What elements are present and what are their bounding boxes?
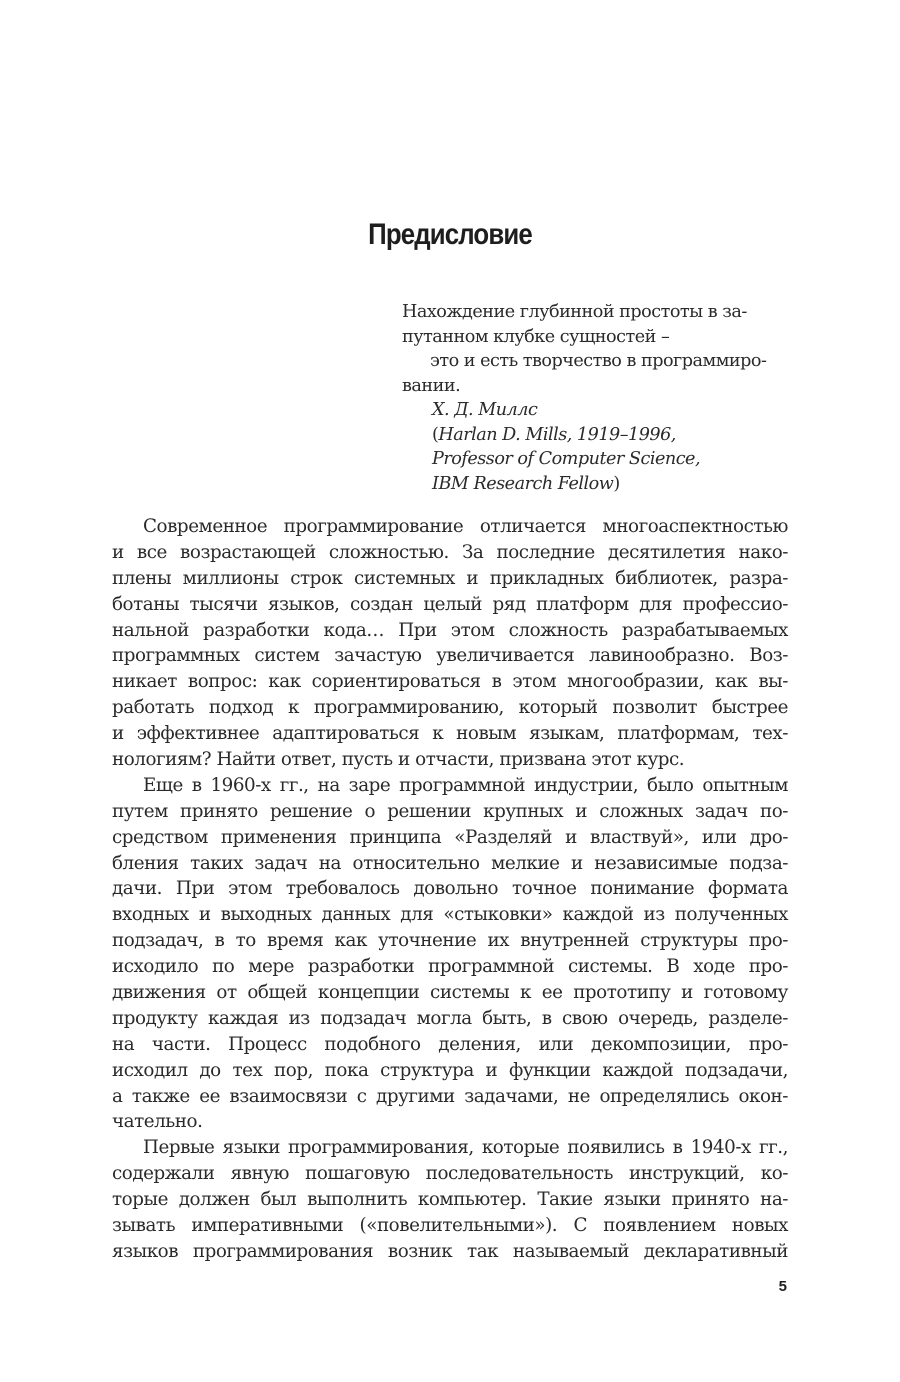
body-text [112, 514, 788, 1265]
page-number: 5 [778, 1278, 787, 1295]
text-line: дачи. При этом требовалось довольно точное понимание формата [112, 878, 788, 900]
text-line: плены миллионы строк системных и прикладных библиотек, разра- [112, 567, 788, 589]
text-line: Современное программирование отличается многоаспектностью [143, 516, 788, 537]
text-line: исходило по мере разработки программной системы. В ходе про- [112, 956, 788, 978]
text-line: и эффективнее адаптироваться к новым языкам, платформам, тех- [112, 723, 788, 745]
text-line: путем принято решение о решении крупных и сложных задач по- [112, 800, 788, 822]
text-line: содержали явную пошаговую последовательность инструкций, ко- [112, 1163, 788, 1185]
text-line: чательно. [112, 1111, 203, 1133]
paragraph [112, 773, 788, 1135]
text-line: языков программирования возник так называемый декларативный [112, 1240, 788, 1262]
attribution-affiliation: IBM Research Fellow [432, 473, 614, 494]
text-line: Первые языки программирования, которые появились в 1940-х гг., [143, 1137, 788, 1159]
text-line: бления таких задач на относительно мелкие и независимые подза- [112, 852, 788, 874]
epigraph-line: это и есть творчество в программиро- [430, 351, 767, 371]
text-line: нальной разработки кода… При этом сложность разрабатываемых [112, 619, 788, 641]
epigraph-attribution-line: Professor of Computer Science, [432, 449, 701, 469]
close-paren: ) [613, 473, 620, 494]
epigraph-attribution-line [402, 472, 802, 497]
epigraph [402, 300, 802, 496]
text-line: никает вопрос: как сориентироваться в этом многообразии, как вы- [112, 671, 788, 693]
text-line: работать подход к программированию, который позволит быстрее [112, 697, 788, 719]
epigraph-line: вании. [402, 375, 461, 396]
text-line: ботаны тысячи языков, создан целый ряд платформ для профессио- [112, 593, 788, 615]
text-line: подзадач, в то время как уточнение их внутренней структуры про- [112, 930, 788, 952]
text-line: средством применения принципа «Разделяй и властвуй», или дро- [112, 826, 788, 848]
paragraph [112, 1135, 788, 1264]
text-line: торые должен был выполнить компьютер. Такие языки принято на- [112, 1189, 788, 1211]
epigraph-attribution-line [402, 423, 802, 448]
text-line: исходил до тех пор, пока структура и функции каждой подзадачи, [112, 1059, 788, 1081]
epigraph-author: Х. Д. Миллс [432, 400, 538, 420]
epigraph-line: путанном клубке сущностей – [402, 326, 670, 347]
page-title: Предисловие [368, 218, 532, 251]
text-line: продукту каждая из подзадач могла быть, в свою очередь, разделе- [112, 1007, 788, 1029]
attribution-name: Harlan D. Mills, 1919–1996, [438, 424, 676, 445]
text-line: нологиям? Найти ответ, пусть и отчасти, призвана этот курс. [112, 749, 685, 771]
text-line: входных и выходных данных для «стыковки» каждой из полученных [112, 904, 788, 926]
epigraph-line: Нахождение глубинной простоты в за- [402, 302, 747, 322]
text-line: на части. Процесс подобного деления, или декомпозиции, про- [112, 1033, 788, 1055]
text-line: и все возрастающей сложностью. За последние десятилетия нако- [112, 541, 788, 563]
text-line: Еще в 1960-х гг., на заре программной индустрии, было опытным [143, 774, 788, 796]
paragraph [112, 514, 788, 773]
open-paren: ( [432, 424, 439, 445]
text-line: а также ее взаимосвязи с другими задачами, не определялись окон- [112, 1085, 788, 1107]
text-line: движения от общей концепции системы к ее прототипу и готовому [112, 982, 788, 1004]
text-line: зывать императивными («повелительными»). С появлением новых [112, 1215, 788, 1237]
text-line: программных систем зачастую увеличивается лавинообразно. Воз- [112, 645, 788, 667]
